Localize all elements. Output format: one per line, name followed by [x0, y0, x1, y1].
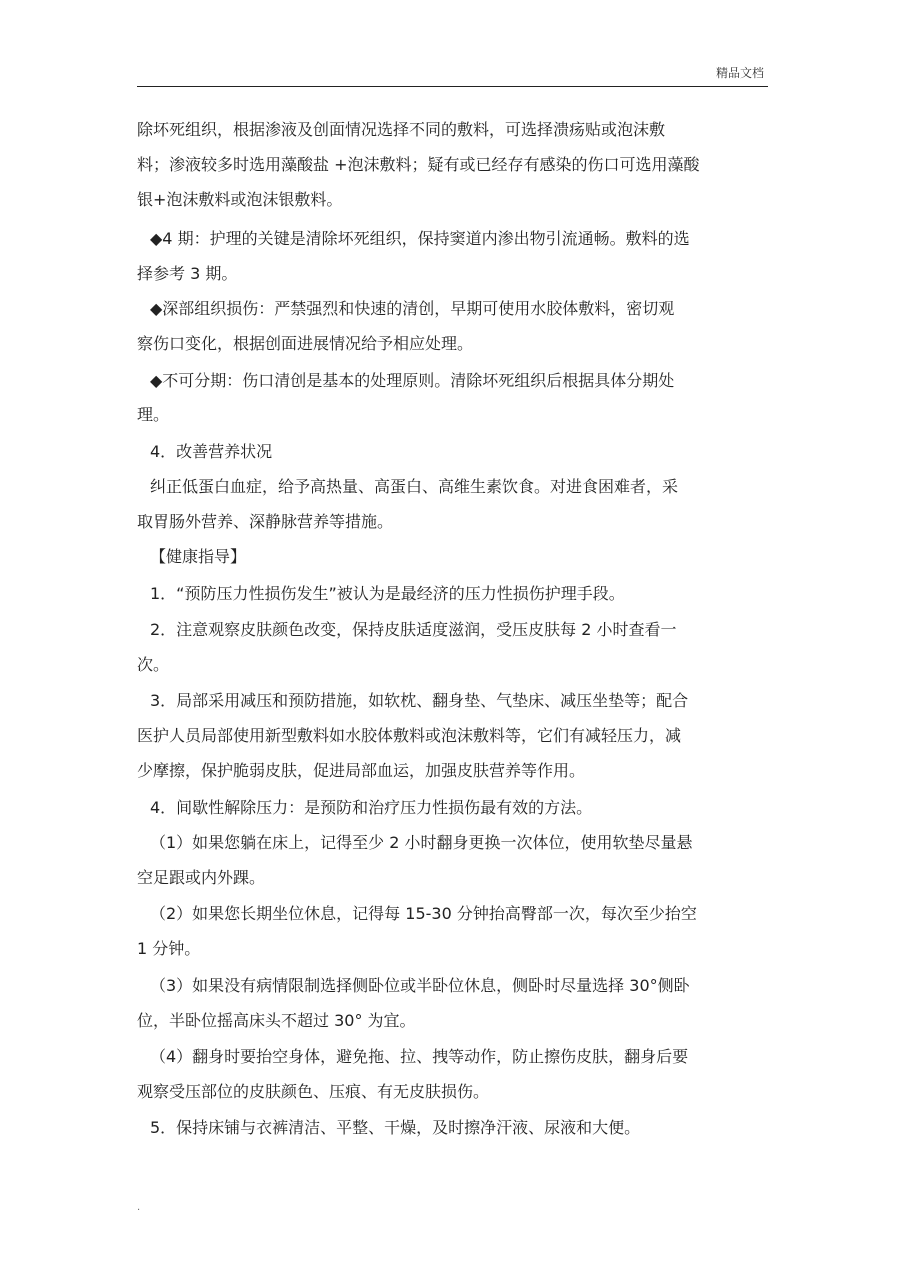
text-line: 1 分钟。	[137, 939, 201, 958]
text-line: 位，半卧位摇高床头不超过 30° 为宜。	[137, 1011, 416, 1030]
text-line: 观察受压部位的皮肤颜色、压痕、有无皮肤损伤。	[137, 1082, 490, 1101]
text-line: 理。	[137, 405, 170, 424]
text-line: （4）翻身时要抬空身体，避免拖、拉、拽等动作，防止擦伤皮肤，翻身后要	[150, 1047, 689, 1066]
text-line: ◆深部组织损伤：严禁强烈和快速的清创，早期可使用水胶体敷料，密切观	[150, 299, 675, 318]
text-line: ◆不可分期：伤口清创是基本的处理原则。清除坏死组织后根据具体分期处	[150, 371, 675, 390]
text-line: 察伤口变化，根据创面进展情况给予相应处理。	[137, 334, 474, 353]
text-line: 除坏死组织，根据渗液及创面情况选择不同的敷料，可选择溃疡贴或泡沫敷	[137, 120, 666, 139]
text-line: 次。	[137, 655, 170, 674]
text-line: 料；渗液较多时选用藻酸盐 +泡沫敷料；疑有或已经存有感染的伤口可选用藻酸	[137, 155, 700, 174]
text-line: 3．局部采用减压和预防措施，如软枕、翻身垫、气垫床、减压坐垫等；配合	[150, 691, 689, 710]
text-line: （2）如果您长期坐位休息，记得每 15-30 分钟抬高臀部一次，每次至少抬空	[150, 904, 697, 923]
text-line: 2．注意观察皮肤颜色改变，保持皮肤适度滋润，受压皮肤每 2 小时查看一	[150, 620, 677, 639]
section-heading: 【健康指导】	[150, 547, 247, 566]
text-line: 取胃肠外营养、深静脉营养等措施。	[137, 512, 394, 531]
text-line: 少摩擦，保护脆弱皮肤，促进局部血运，加强皮肤营养等作用。	[137, 761, 586, 780]
text-line: 择参考 3 期。	[137, 264, 238, 283]
text-line: 空足跟或内外踝。	[137, 868, 266, 887]
text-line: 纠正低蛋白血症，给予高热量、高蛋白、高维生素饮食。对进食困难者，采	[150, 477, 679, 496]
text-line: 1．“预防压力性损伤发生”被认为是最经济的压力性损伤护理手段。	[150, 584, 625, 603]
text-line: 4．间歇性解除压力：是预防和治疗压力性损伤最有效的方法。	[150, 798, 593, 817]
text-line: 银+泡沫敷料或泡沫银敷料。	[137, 190, 343, 209]
text-line: （3）如果没有病情限制选择侧卧位或半卧位休息，侧卧时尽量选择 30°侧卧	[150, 976, 690, 995]
text-line: 5．保持床铺与衣裤清洁、平整、干燥，及时擦净汗液、尿液和大便。	[150, 1118, 641, 1137]
text-line: 医护人员局部使用新型敷料如水胶体敷料或泡沫敷料等，它们有减轻压力，减	[137, 726, 682, 745]
section-heading: 4．改善营养状况	[150, 442, 273, 461]
text-line: ◆4 期：护理的关键是清除坏死组织，保持窦道内渗出物引流通畅。敷料的选	[150, 229, 690, 248]
footer-dot: .	[137, 1202, 141, 1213]
header-rule	[137, 86, 768, 87]
text-line: （1）如果您躺在床上，记得至少 2 小时翻身更换一次体位，使用软垫尽量悬	[150, 833, 693, 852]
page-header-label: 精品文档	[715, 66, 764, 80]
